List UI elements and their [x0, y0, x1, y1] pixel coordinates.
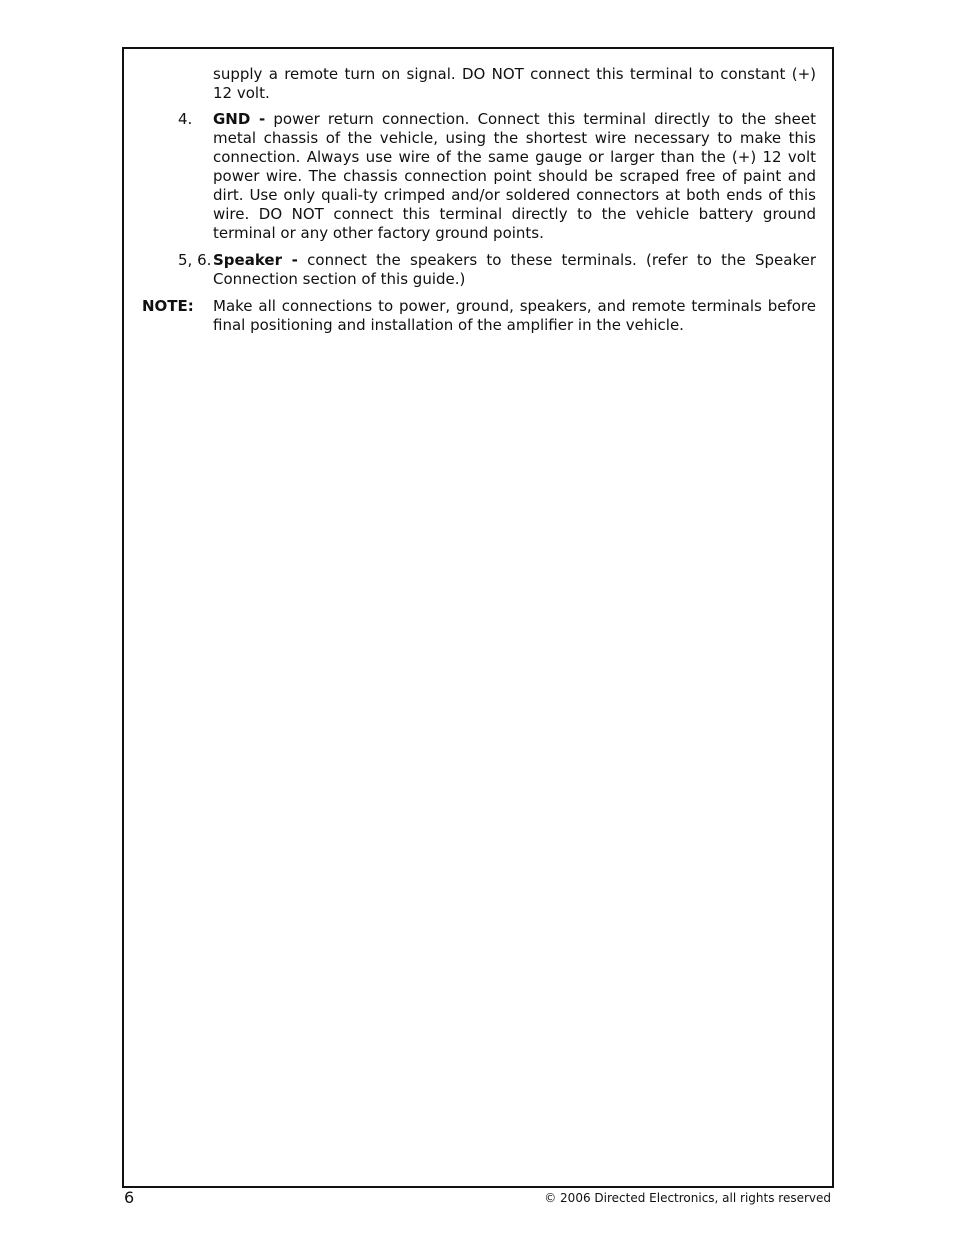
note-paragraph [142, 297, 816, 335]
continuation-paragraph [142, 65, 816, 103]
continuation-text: supply a remote turn on signal. DO NOT connect this terminal to constant (+) 12 volt. [213, 65, 816, 102]
list-item-gnd [142, 110, 816, 243]
note-text: Make all connections to power, ground, speakers, and remote terminals before final positioning and installation of the amplifier in the vehicle. [213, 297, 816, 334]
item-text: power return connection. Connect this terminal directly to the sheet metal chassis of the vehicle, using the shortest wire necessary to make this connection. Always use wire of the same gauge or larger than the (+) 12 volt power wire. The chassis connection point should be scraped free of paint and dirt. Use only quali-ty crimped and/or soldered connectors at both ends of this wire. DO NOT connect this terminal directly to the vehicle battery ground terminal or any other factory ground points. [213, 110, 816, 242]
page-content [142, 65, 816, 343]
item-term: GND - [213, 110, 266, 128]
item-body [213, 251, 816, 289]
item-number: 4. [178, 110, 193, 128]
page-number: 6 [124, 1188, 135, 1207]
note-label: NOTE: [142, 297, 194, 315]
item-text: connect the speakers to these terminals. (refer to the Speaker Connection section of this guide.) [213, 251, 817, 288]
empty-number-column [142, 65, 213, 103]
item-term: Speaker - [213, 251, 298, 269]
copyright-footer: © 2006 Directed Electronics, all rights reserved [544, 1191, 831, 1205]
page-frame [122, 47, 834, 1188]
item-number: 5, 6. [178, 251, 212, 269]
item-body [213, 110, 816, 243]
list-item-speaker [142, 251, 816, 289]
